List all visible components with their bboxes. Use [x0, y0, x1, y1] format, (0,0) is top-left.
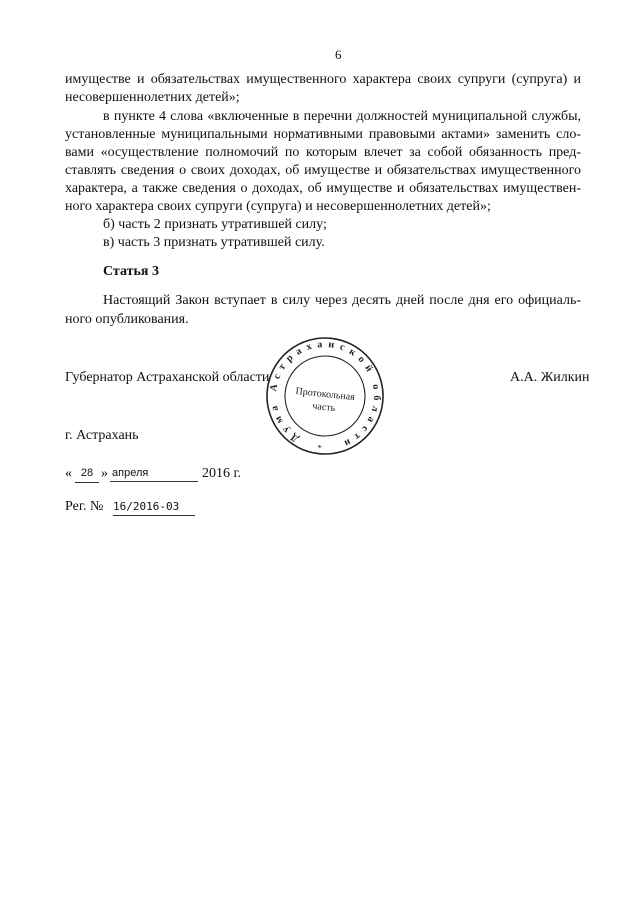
place-text: г. Астрахань: [65, 428, 139, 443]
registration-number: 16/2016-03: [113, 498, 195, 516]
stamp-ring-textpath: Дума Астраханской области: [267, 338, 383, 450]
signatory-position-text: Губернатор Астраханской области: [65, 370, 270, 385]
paragraph-line: [65, 89, 581, 107]
paragraph-line-text: имуществе и обязательствах имущественного характера своих супруги (супруга) и: [65, 72, 581, 87]
paragraph-line-text: ного опубликования.: [65, 312, 189, 327]
list-item: [103, 234, 581, 252]
paragraph-line: [65, 311, 581, 329]
stamp: [258, 329, 392, 463]
signatory-name-text: А.А. Жилкин: [510, 370, 590, 385]
paragraph-line-text: в пункте 4 слова «включенные в перечни должностей муниципальной службы,: [103, 109, 581, 124]
paragraph-line-text: ного характера своих супруги (супруга) и несовершеннолетних детей»;: [65, 199, 491, 214]
paragraph-line: [103, 108, 581, 126]
paragraph-line: [65, 198, 581, 216]
stamp-center-line1: Протокольная: [294, 385, 356, 404]
article-heading: [103, 263, 581, 281]
paragraph-line: [65, 144, 581, 162]
date-open-quote: «: [65, 466, 72, 481]
paragraph-line-text: характера, а также сведения о доходах, об имуществе и обязательствах имуществен-: [65, 181, 581, 196]
registration-label: Рег. №: [65, 499, 104, 514]
list-item: [103, 216, 581, 234]
date-month: апреля: [110, 465, 198, 482]
list-item-text: б) часть 2 признать утратившей силу;: [103, 217, 327, 232]
stamp-center-line2: часть: [311, 400, 336, 415]
paragraph-line-text: установленные муниципальными нормативными правовыми актами» заменить сло-: [65, 127, 581, 142]
date-line: [65, 465, 265, 483]
paragraph-line: [65, 71, 581, 89]
date-day: 28: [75, 465, 99, 483]
stamp-star-icon: *: [316, 442, 323, 453]
registration-line: [65, 498, 265, 516]
paragraph-line: [65, 126, 581, 144]
signatory-name: [510, 369, 590, 387]
paragraph-line-text: Настоящий Закон вступает в силу через десять дней после дня его официаль-: [103, 293, 581, 308]
paragraph-line: [65, 180, 581, 198]
paragraph-line-text: несовершеннолетних детей»;: [65, 90, 240, 105]
page-number: 6: [335, 47, 342, 62]
date-year: 2016 г.: [202, 466, 242, 481]
article-heading-text: Статья 3: [103, 264, 159, 279]
place-of-signing: [65, 427, 139, 445]
signatory-position: [65, 369, 269, 387]
paragraph-line-text: вами «осуществление полномочий по которым влечет за собой обязанность пред-: [65, 145, 581, 160]
paragraph-line: [103, 292, 581, 310]
paragraph-line-text: ставлять сведения о своих доходах, об имуществе и обязательствах имущественного: [65, 163, 581, 178]
list-item-text: в) часть 3 признать утратившей силу.: [103, 235, 325, 250]
date-close-quote: »: [101, 466, 108, 481]
paragraph-line: [65, 162, 581, 180]
